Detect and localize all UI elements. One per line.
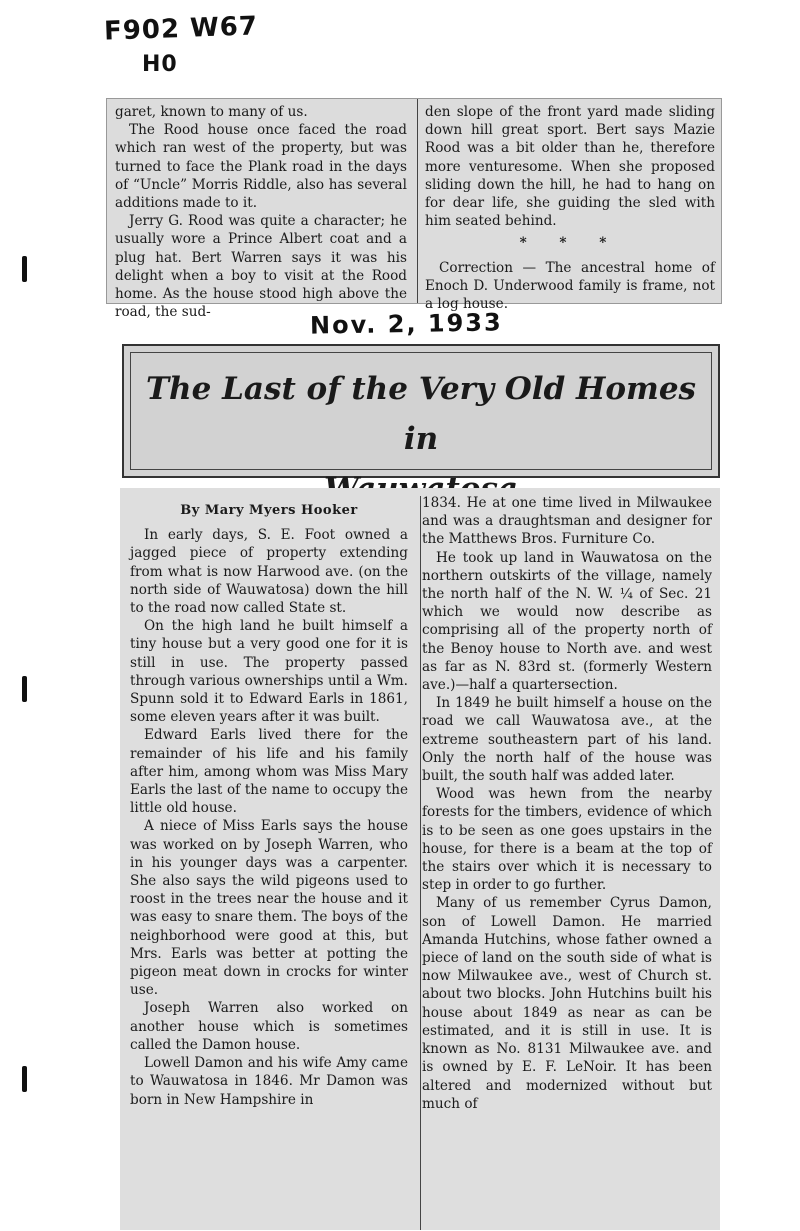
- previous-article-left-column: [115, 103, 407, 321]
- article-body-clipping: [120, 488, 720, 1230]
- catalog-subcode: H0: [142, 52, 178, 77]
- paragraph: den slope of the front yard made sliding down hill great sport. Bert says Mazie Rood was a bit older than he, therefore more venturesome. When she proposed sliding down the hill, he had to hang on for dear life, she guiding the sled with him seated behind.: [425, 104, 715, 230]
- paragraph: Many of us remember Cyrus Damon, son of Lowell Damon. He married Amanda Hutchins, whose father owned a piece of land on the south side of what is now Milwaukee ave., west of Church st. about two blocks. John Hutchins built his house about 1849 as near as can be estimated, and it is still in use. It is known as No. 8131 Milwaukee ave. and is owned by E. F. LeNoir. It has been altered and modernized without but much of: [422, 895, 712, 1112]
- paragraph: Lowell Damon and his wife Amy came to Wauwatosa in 1846. Mr Damon was born in New Hampshire in: [130, 1055, 408, 1108]
- handwritten-date: Nov. 2, 1933: [309, 308, 503, 340]
- paragraph: In early days, S. E. Foot owned a jagged piece of property extending from what is now Harwood ave. (on the north side of Wauwatosa) down the hill to the road now called State st.: [130, 527, 408, 617]
- paragraph: On the high land he built himself a tiny house but a very good one for it is still in use. The property passed through various ownerships until a Wm. Spunn sold it to Edward Earls in 1861, some eleven years after it was built.: [130, 618, 408, 726]
- paragraph: Wood was hewn from the nearby forests for the timbers, evidence of which is to be seen as one goes upstairs in the house, for there is a beam at the top of the stairs over which it is necessary to step in order to go further.: [422, 786, 712, 894]
- binder-mark: [22, 256, 27, 282]
- paragraph: Joseph Warren also worked on another house which is sometimes called the Damon house.: [130, 1000, 408, 1053]
- paragraph: Edward Earls lived there for the remainder of his life and his family after him, among whom was Miss Mary Earls the last of the name to occupy the little old house.: [130, 727, 408, 817]
- section-separator: * * *: [519, 235, 621, 252]
- previous-article-right-column: [425, 103, 715, 313]
- paragraph: Jerry G. Rood was quite a character; he usually wore a Prince Albert coat and a plug hat. Bert Warren says it was his delight when a boy to visit at the Rood home. As the house stood high above the road, the sud-: [115, 213, 407, 321]
- binder-mark: [22, 1066, 27, 1092]
- article-column-1: [130, 498, 408, 1109]
- binder-mark: [22, 676, 27, 702]
- previous-article-clipping: [106, 98, 722, 321]
- paragraph: 1834. He at one time lived in Milwaukee and was a draughtsman and designer for the Matthews Bros. Furniture Co.: [422, 495, 712, 548]
- paragraph: garet, known to many of us.: [115, 104, 308, 120]
- article-column-2: [422, 494, 712, 1113]
- catalog-code: F902 W67: [103, 11, 259, 47]
- correction-note: Correction — The ancestral home of Enoch D. Underwood family is frame, not a log house.: [425, 259, 715, 313]
- column-rule: [420, 496, 421, 1230]
- paragraph: He took up land in Wauwatosa on the northern outskirts of the village, namely the north half of the N. W. ¼ of Sec. 21 which we would now describe as comprising all of the property north of the Benoy house to North ave. and west as far as N. 83rd st. (formerly Western ave.)—half a quartersection.: [422, 549, 712, 694]
- byline: By Mary Myers Hooker: [180, 503, 358, 518]
- headline-box: [122, 344, 720, 478]
- paragraph: The Rood house once faced the road which ran west of the property, but was turned to face the Plank road in the days of “Uncle” Morris Riddle, also has several additions made to it.: [115, 122, 407, 212]
- paragraph: A niece of Miss Earls says the house was worked on by Joseph Warren, who in his younger days was a carpenter. She also says the wild pigeons used to roost in the trees near the house and it was easy to snare them. The boys of the neighborhood were good at this, but Mrs. Earls was better at potting the pigeon meat down in crocks for winter use.: [130, 818, 408, 999]
- column-rule: [417, 99, 418, 303]
- paragraph: In 1849 he built himself a house on the road we call Wauwatosa ave., at the extreme southeastern part of his land. Only the north half of the house was built, the south half was added later.: [422, 695, 712, 785]
- headline-line-1: The Last of the Very Old Homes in: [145, 371, 696, 457]
